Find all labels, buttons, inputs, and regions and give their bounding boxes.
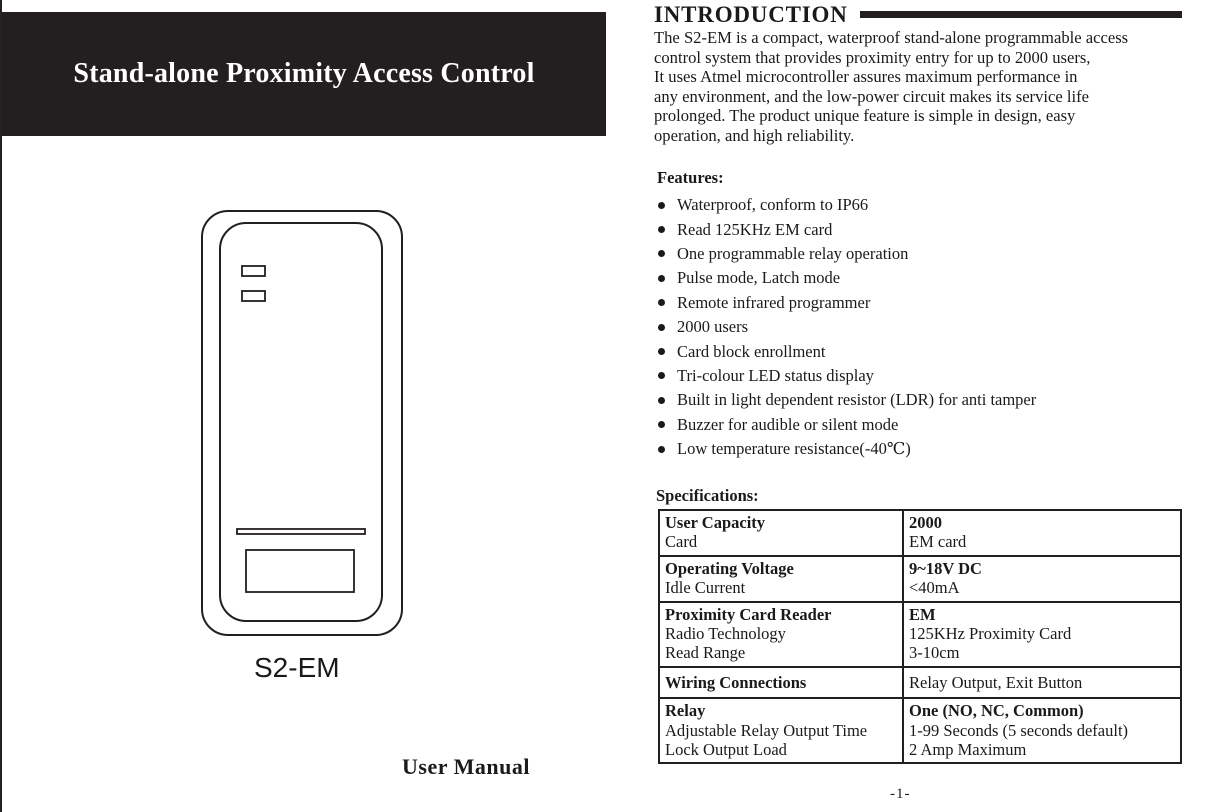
feature-text: 2000 users — [677, 317, 749, 337]
spec-value-line: 3-10cm — [909, 643, 960, 663]
bullet-icon — [658, 348, 665, 355]
intro-line: The S2-EM is a compact, waterproof stand-alone programmable access — [654, 28, 1129, 47]
bullet-icon — [658, 202, 665, 209]
table-row — [659, 602, 1181, 667]
cover-title: Stand-alone Proximity Access Control — [73, 58, 535, 89]
spec-value-line: Relay Output, Exit Button — [909, 672, 1083, 692]
reader-window — [246, 550, 354, 592]
bullet-icon — [658, 299, 665, 306]
bullet-icon — [658, 250, 665, 257]
feature-item — [658, 339, 1036, 363]
spec-value-cell — [903, 510, 1181, 556]
spec-label-cell — [659, 602, 903, 667]
feature-text: Remote infrared programmer — [677, 292, 871, 312]
table-row — [659, 510, 1181, 556]
feature-item — [658, 242, 1036, 266]
feature-text: One programmable relay operation — [677, 243, 909, 263]
spec-label-head: User Capacity — [665, 513, 766, 532]
bullet-icon — [658, 397, 665, 404]
features-heading: Features: — [657, 168, 724, 187]
user-manual-label: User Manual — [402, 754, 530, 779]
feature-item — [658, 266, 1036, 290]
spec-value-line: 2 Amp Maximum — [909, 740, 1027, 760]
content-page — [650, 0, 1210, 812]
title-band — [2, 12, 606, 136]
feature-text: Waterproof, conform to IP66 — [677, 195, 869, 215]
specifications-heading: Specifications: — [656, 486, 759, 505]
table-row — [659, 698, 1181, 763]
spec-value-line: 125KHz Proximity Card — [909, 624, 1072, 644]
heading-rule — [860, 11, 1182, 18]
device-inner-panel — [220, 223, 382, 621]
page-number: -1- — [890, 786, 911, 802]
spec-value-line: 1-99 Seconds (5 seconds default) — [909, 720, 1129, 740]
spec-label-line: Adjustable Relay Output Time — [665, 720, 868, 740]
bullet-icon — [658, 324, 665, 331]
spec-label-head: Proximity Card Reader — [665, 604, 832, 624]
feature-text: Tri-colour LED status display — [677, 365, 874, 385]
intro-line: prolonged. The product unique feature is simple in design, easy — [654, 106, 1076, 126]
feature-item — [658, 388, 1036, 412]
feature-text: Card block enrollment — [677, 341, 826, 361]
spec-label-head: Relay — [665, 701, 706, 721]
spec-label-line: Read Range — [665, 643, 746, 663]
feature-item — [658, 291, 1036, 315]
spec-value-cell — [903, 602, 1181, 667]
feature-item — [658, 437, 1036, 461]
spec-label-cell — [659, 556, 903, 602]
feature-text: Low temperature resistance(-40℃) — [677, 439, 911, 459]
spec-label-cell — [659, 510, 903, 556]
feature-text: Read 125KHz EM card — [677, 219, 833, 239]
card-slot-line — [237, 529, 365, 534]
feature-text: Built in light dependent resistor (LDR) for anti tamper — [677, 390, 1037, 410]
intro-line: control system that provides proximity entry for up to 2000 users, — [654, 47, 1091, 67]
spec-value-cell — [903, 667, 1181, 698]
feature-item — [658, 193, 1036, 217]
spec-label-line: Radio Technology — [665, 624, 786, 644]
device-outer-shell — [202, 211, 402, 635]
intro-line: It uses Atmel microcontroller assures maximum performance in — [654, 67, 1078, 87]
feature-item — [658, 315, 1036, 339]
spec-value-head: One (NO, NC, Common) — [909, 701, 1084, 721]
table-row — [659, 556, 1181, 602]
spec-value-cell — [903, 698, 1181, 763]
spec-value-head: 2000 — [909, 513, 942, 532]
bullet-icon — [658, 226, 665, 233]
spec-label-line: Idle Current — [665, 578, 746, 598]
bullet-icon — [658, 372, 665, 379]
intro-line: operation, and high reliability. — [654, 125, 855, 145]
feature-item — [658, 413, 1036, 437]
table-row — [659, 667, 1181, 698]
bullet-icon — [658, 275, 665, 282]
feature-list — [658, 193, 1036, 461]
spec-value-head: 9~18V DC — [909, 558, 982, 578]
device-illustration — [200, 209, 404, 641]
feature-item — [658, 217, 1036, 241]
spec-label-head: Wiring Connections — [665, 672, 807, 692]
feature-text: Buzzer for audible or silent mode — [677, 414, 899, 434]
introduction-heading: INTRODUCTION — [654, 2, 848, 27]
led-indicator-top — [242, 266, 265, 276]
bullet-icon — [658, 446, 665, 453]
introduction-header — [654, 2, 848, 28]
spec-value-cell — [903, 556, 1181, 602]
spec-label-cell — [659, 698, 903, 763]
feature-item — [658, 364, 1036, 388]
spec-label-line: Lock Output Load — [665, 740, 787, 760]
spec-label-head: Operating Voltage — [665, 558, 794, 578]
spec-value-head: EM — [909, 604, 936, 624]
introduction-paragraph — [654, 28, 1194, 146]
led-indicator-bottom — [242, 291, 265, 301]
spec-value-line: EM card — [909, 532, 967, 552]
spec-value-line: <40mA — [909, 578, 960, 598]
spec-label-cell — [659, 667, 903, 698]
bullet-icon — [658, 421, 665, 428]
feature-text: Pulse mode, Latch mode — [677, 268, 841, 288]
specifications-table — [658, 509, 1182, 764]
spec-label-line: Card — [665, 532, 698, 552]
intro-line: any environment, and the low-power circuit makes its service life — [654, 86, 1089, 106]
model-label: S2-EM — [254, 652, 340, 683]
